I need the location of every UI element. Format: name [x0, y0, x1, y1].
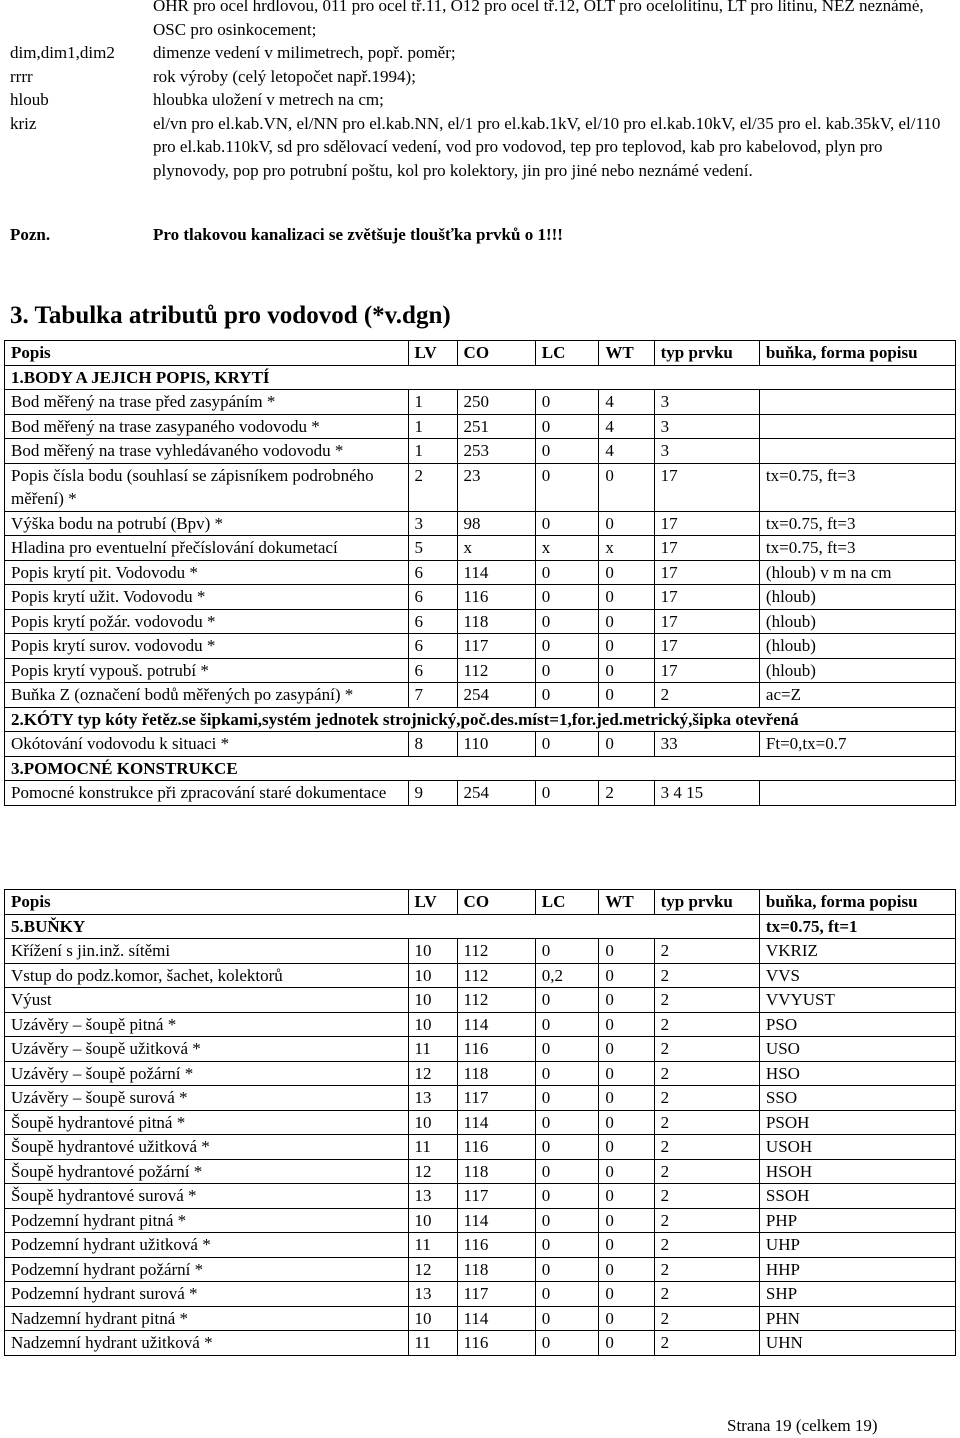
table-cell: 0	[535, 1282, 599, 1307]
table-cell: 3	[654, 414, 759, 439]
table-cell: 112	[457, 939, 535, 964]
table-cell: 10	[408, 939, 457, 964]
table-cell: 114	[457, 560, 535, 585]
table-cell: 114	[457, 1012, 535, 1037]
column-header: LV	[408, 341, 457, 366]
column-header: WT	[599, 890, 654, 915]
table-group-row	[5, 365, 956, 390]
table-cell: 6	[408, 609, 457, 634]
table-row	[5, 1012, 956, 1037]
table-cell	[759, 390, 955, 415]
table-row	[5, 390, 956, 415]
table-cell: Bod měřený na trase vyhledávaného vodovodu *	[5, 439, 409, 464]
column-header: typ prvku	[654, 341, 759, 366]
table-cell: 0	[535, 511, 599, 536]
table-cell: 2	[599, 781, 654, 806]
table-cell: 0	[599, 1208, 654, 1233]
table-cell: Ft=0,tx=0.7	[759, 732, 955, 757]
table-row	[5, 439, 956, 464]
table-cell: Šoupě hydrantové pitná *	[5, 1110, 409, 1135]
table-cell: 0	[535, 1208, 599, 1233]
table-cell: 0	[535, 585, 599, 610]
table-cell: 117	[457, 634, 535, 659]
note-text: Pro tlakovou kanalizaci se zvětšuje tloušťka prvků o 1!!!	[153, 225, 563, 244]
definition-value: hloubka uložení v metrech na cm;	[153, 90, 384, 109]
table-cell: Šoupě hydrantové užitková *	[5, 1135, 409, 1160]
table-cell: 0	[535, 1012, 599, 1037]
definitions-list	[0, 0, 960, 182]
column-header: CO	[457, 890, 535, 915]
table-cell: 254	[457, 683, 535, 708]
table-cell: Popis krytí užit. Vodovodu *	[5, 585, 409, 610]
table-cell: 112	[457, 963, 535, 988]
table-cell: 17	[654, 585, 759, 610]
table-cell: VVS	[759, 963, 955, 988]
table-cell: 6	[408, 585, 457, 610]
table-cell: 116	[457, 1135, 535, 1160]
note-key: Pozn.	[10, 225, 51, 244]
table-cell: x	[535, 536, 599, 561]
table-row	[5, 536, 956, 561]
table-cell: SSO	[759, 1086, 955, 1111]
group-label: 1.BODY A JEJICH POPIS, KRYTÍ	[5, 365, 956, 390]
table-row	[5, 1208, 956, 1233]
table-cell	[759, 439, 955, 464]
table-cell: 116	[457, 585, 535, 610]
table-cell: 11	[408, 1135, 457, 1160]
definition-key: hloub	[10, 90, 49, 109]
table-cell: Podzemní hydrant surová *	[5, 1282, 409, 1307]
table-cell: 0	[599, 1306, 654, 1331]
table-cell: Popis krytí pit. Vodovodu *	[5, 560, 409, 585]
table-cell: 10	[408, 963, 457, 988]
table-cell: 0	[535, 634, 599, 659]
table-cell: 3 4 15	[654, 781, 759, 806]
table-cell: 0	[535, 463, 599, 511]
table-cell: Výška bodu na potrubí (Bpv) *	[5, 511, 409, 536]
column-header: WT	[599, 341, 654, 366]
table-cell: 0	[535, 414, 599, 439]
table-row	[5, 1135, 956, 1160]
table-cell: 0	[535, 658, 599, 683]
table-row	[5, 683, 956, 708]
table-cell: 6	[408, 658, 457, 683]
table-cell: Popis krytí požár. vodovodu *	[5, 609, 409, 634]
table-cell: 0	[599, 560, 654, 585]
table-cell: Popis krytí surov. vodovodu *	[5, 634, 409, 659]
column-header: LC	[535, 890, 599, 915]
table-cell: 0	[599, 609, 654, 634]
table-row	[5, 732, 956, 757]
table-cell: 0	[535, 1331, 599, 1356]
table-cell: 0	[599, 1110, 654, 1135]
table-cell: 0	[599, 1037, 654, 1062]
table-cell: 2	[654, 1184, 759, 1209]
table-cell: Šoupě hydrantové požární *	[5, 1159, 409, 1184]
column-header: LC	[535, 341, 599, 366]
table-cell: 254	[457, 781, 535, 806]
table-cell: 33	[654, 732, 759, 757]
definition-value: dimenze vedení v milimetrech, popř. poměr;	[153, 43, 456, 62]
table-cell: 2	[654, 1061, 759, 1086]
column-header: buňka, forma popisu	[759, 341, 955, 366]
table-cell: 4	[599, 439, 654, 464]
table-cell	[759, 781, 955, 806]
table-cell: 0	[599, 1282, 654, 1307]
table-cell: Vstup do podz.komor, šachet, kolektorů	[5, 963, 409, 988]
table-row	[5, 463, 956, 511]
table-cell: 10	[408, 1110, 457, 1135]
table-cell: 17	[654, 536, 759, 561]
table-cell: 17	[654, 634, 759, 659]
table-cell: Uzávěry – šoupě surová *	[5, 1086, 409, 1111]
column-header: LV	[408, 890, 457, 915]
table-cell: Hladina pro eventuelní přečíslování dokumetací	[5, 536, 409, 561]
table-cell: 4	[599, 414, 654, 439]
table-cell: Buňka Z (označení bodů měřených po zasypání) *	[5, 683, 409, 708]
table-cell: 23	[457, 463, 535, 511]
table-cell: 0	[535, 1184, 599, 1209]
table-cell: 17	[654, 658, 759, 683]
table-cell: 0	[599, 1135, 654, 1160]
table-cell: 1	[408, 414, 457, 439]
table-cell: 17	[654, 463, 759, 511]
table-cell: Uzávěry – šoupě pitná *	[5, 1012, 409, 1037]
table-cell: 0	[535, 732, 599, 757]
table-cell: 9	[408, 781, 457, 806]
table-row	[5, 1331, 956, 1356]
column-header: Popis	[5, 890, 409, 915]
table-cell: 0	[599, 1233, 654, 1258]
table-cell: 2	[654, 1306, 759, 1331]
table-cell: 0	[599, 1159, 654, 1184]
table-row	[5, 1306, 956, 1331]
table-cell: (hloub)	[759, 658, 955, 683]
table-cell: Popis čísla bodu (souhlasí se zápisníkem podrobného měření) *	[5, 463, 409, 511]
table-cell: 2	[654, 1110, 759, 1135]
table-cell: 2	[654, 1233, 759, 1258]
table-cell: PSOH	[759, 1110, 955, 1135]
table-row	[5, 658, 956, 683]
table-cell: 118	[457, 1257, 535, 1282]
attribute-table-1	[4, 340, 956, 806]
table-cell: UHN	[759, 1331, 955, 1356]
definition-item	[0, 41, 960, 65]
table-cell: VVYUST	[759, 988, 955, 1013]
table-row	[5, 939, 956, 964]
table-cell: 117	[457, 1184, 535, 1209]
table-cell: Podzemní hydrant pitná *	[5, 1208, 409, 1233]
table-cell: Výust	[5, 988, 409, 1013]
table-cell: HHP	[759, 1257, 955, 1282]
table-row	[5, 963, 956, 988]
table-group-row	[5, 914, 956, 939]
table-cell: 0	[599, 511, 654, 536]
table-cell: 2	[654, 1282, 759, 1307]
table-cell: 11	[408, 1037, 457, 1062]
table-cell: 4	[599, 390, 654, 415]
table-cell: 3	[654, 439, 759, 464]
table-cell: 0	[535, 781, 599, 806]
table-cell: 10	[408, 1208, 457, 1233]
table-cell: 2	[654, 1037, 759, 1062]
table-cell: 0	[535, 439, 599, 464]
table-cell: 1	[408, 390, 457, 415]
definition-value: OHR pro ocel hrdlovou, 011 pro ocel tř.11, O12 pro ocel tř.12, OLT pro ocelolitinu, LT pro litinu, NEZ neznámé, OSC pro osinkocement;	[153, 0, 924, 39]
table-cell: tx=0.75, ft=3	[759, 536, 955, 561]
definition-item	[0, 0, 960, 41]
table-cell: x	[457, 536, 535, 561]
table-cell: 0	[535, 609, 599, 634]
table-cell: 3	[408, 511, 457, 536]
table-cell: 6	[408, 560, 457, 585]
table-cell: 0	[535, 1159, 599, 1184]
table-cell: Nadzemní hydrant užitková *	[5, 1331, 409, 1356]
table-row	[5, 414, 956, 439]
table-cell: 0	[535, 1110, 599, 1135]
column-header: Popis	[5, 341, 409, 366]
table-cell: 110	[457, 732, 535, 757]
table-cell: Uzávěry – šoupě požární *	[5, 1061, 409, 1086]
table-row	[5, 1233, 956, 1258]
table-header-row	[5, 341, 956, 366]
table-cell: 8	[408, 732, 457, 757]
table-cell: PHN	[759, 1306, 955, 1331]
table-cell: 2	[654, 1086, 759, 1111]
table-cell: Okótování vodovodu k situaci *	[5, 732, 409, 757]
table-cell: 2	[654, 1159, 759, 1184]
table-row	[5, 1282, 956, 1307]
table-cell: 0	[535, 988, 599, 1013]
table-cell: PSO	[759, 1012, 955, 1037]
column-header: buňka, forma popisu	[759, 890, 955, 915]
table-cell: Popis krytí vypouš. potrubí *	[5, 658, 409, 683]
table-cell: 114	[457, 1110, 535, 1135]
table-cell: 10	[408, 988, 457, 1013]
table-cell: 0	[599, 463, 654, 511]
table-cell: (hloub)	[759, 609, 955, 634]
table-row	[5, 1061, 956, 1086]
table-cell: tx=0.75, ft=3	[759, 511, 955, 536]
table-cell: 0	[535, 560, 599, 585]
table-cell: 114	[457, 1306, 535, 1331]
table-cell: Bod měřený na trase zasypaného vodovodu *	[5, 414, 409, 439]
table-cell: 5	[408, 536, 457, 561]
table-cell: 2	[654, 1012, 759, 1037]
table-cell: 117	[457, 1282, 535, 1307]
table-cell: 0	[599, 1012, 654, 1037]
table-cell: 2	[654, 1135, 759, 1160]
page-footer: Strana 19 (celkem 19)	[727, 1416, 878, 1435]
table-cell: 2	[654, 1208, 759, 1233]
definition-key: dim,dim1,dim2	[10, 43, 115, 62]
table-cell: 0	[535, 390, 599, 415]
column-header: typ prvku	[654, 890, 759, 915]
table-cell: 253	[457, 439, 535, 464]
table-cell: Bod měřený na trase před zasypáním *	[5, 390, 409, 415]
table-cell: 118	[457, 609, 535, 634]
table-cell: 12	[408, 1257, 457, 1282]
table-cell: 0	[535, 1061, 599, 1086]
table-cell: 17	[654, 560, 759, 585]
table-header-row	[5, 890, 956, 915]
table-cell: 10	[408, 1306, 457, 1331]
table-cell: 12	[408, 1061, 457, 1086]
table-cell: Křížení s jin.inž. sítěmi	[5, 939, 409, 964]
table-cell: 2	[654, 988, 759, 1013]
table-cell: 17	[654, 609, 759, 634]
table-cell: 2	[654, 939, 759, 964]
table-cell: 11	[408, 1233, 457, 1258]
table-cell: 17	[654, 511, 759, 536]
table-cell: 0	[535, 683, 599, 708]
table-cell: 0	[599, 963, 654, 988]
table-cell: 1	[408, 439, 457, 464]
table-cell: (hloub)	[759, 585, 955, 610]
table-cell: 118	[457, 1061, 535, 1086]
table-cell: x	[599, 536, 654, 561]
table-cell: 0	[535, 1086, 599, 1111]
table-cell	[759, 414, 955, 439]
table-cell: 112	[457, 988, 535, 1013]
table-cell: Šoupě hydrantové surová *	[5, 1184, 409, 1209]
table-cell: Uzávěry – šoupě užitková *	[5, 1037, 409, 1062]
table-cell: 116	[457, 1233, 535, 1258]
table-cell: 0	[599, 683, 654, 708]
table-cell: 116	[457, 1331, 535, 1356]
definition-key: kriz	[10, 113, 37, 133]
definition-value: el/vn pro el.kab.VN, el/NN pro el.kab.NN, el/1 pro el.kab.1kV, el/10 pro el.kab.10kV, el/35 pro el. kab.35kV, el/110 pro el.kab.110kV, sd pro sdělovací vedení, vod pro vodovod, tep pro teplovod, kab pro kabelovod, plyn pro plynovody, pop pro potrubní poštu, kol pro kolektory, jin pro jiné nebo neznámé vedení.	[153, 113, 941, 180]
table-cell: 0	[535, 1306, 599, 1331]
table-group-row	[5, 707, 956, 732]
table-cell: 251	[457, 414, 535, 439]
table-cell: 116	[457, 1037, 535, 1062]
table-cell: 13	[408, 1282, 457, 1307]
definition-item	[0, 65, 960, 89]
definition-item	[0, 112, 960, 183]
group-label: 3.POMOCNÉ KONSTRUKCE	[5, 756, 956, 781]
attribute-table-2	[4, 889, 956, 1356]
table-cell: 112	[457, 658, 535, 683]
table-cell: 0	[535, 1135, 599, 1160]
definition-value: rok výroby (celý letopočet např.1994);	[153, 66, 416, 86]
table-cell: USO	[759, 1037, 955, 1062]
section-title: 3. Tabulka atributů pro vodovod (*v.dgn)	[10, 302, 451, 329]
table-row	[5, 511, 956, 536]
table-cell: 117	[457, 1086, 535, 1111]
definition-key: rrrr	[10, 66, 33, 86]
table-cell: 10	[408, 1012, 457, 1037]
table-cell: 2	[654, 1257, 759, 1282]
table-row	[5, 634, 956, 659]
table-row	[5, 585, 956, 610]
table-cell: USOH	[759, 1135, 955, 1160]
table-cell: VKRIZ	[759, 939, 955, 964]
table-cell: ac=Z	[759, 683, 955, 708]
table-cell: 0	[599, 634, 654, 659]
table-cell: Pomocné konstrukce při zpracování staré dokumentace	[5, 781, 409, 806]
column-header: CO	[457, 341, 535, 366]
table-cell: 0	[599, 988, 654, 1013]
table-cell: 0	[599, 585, 654, 610]
table-row	[5, 560, 956, 585]
table-cell: (hloub)	[759, 634, 955, 659]
table-cell: 0	[599, 1061, 654, 1086]
table-row	[5, 1037, 956, 1062]
table-cell: SSOH	[759, 1184, 955, 1209]
table-row	[5, 609, 956, 634]
table-row	[5, 1257, 956, 1282]
table-row	[5, 1184, 956, 1209]
table-group-row	[5, 756, 956, 781]
table-row	[5, 1159, 956, 1184]
table-cell: 0	[535, 1257, 599, 1282]
table-cell: 13	[408, 1086, 457, 1111]
table-cell: 7	[408, 683, 457, 708]
table-cell: SHP	[759, 1282, 955, 1307]
table-cell: UHP	[759, 1233, 955, 1258]
table-cell: 0	[599, 658, 654, 683]
table-cell: 0	[599, 1184, 654, 1209]
table-cell: 98	[457, 511, 535, 536]
group-label: 5.BUŇKY	[5, 914, 760, 939]
table-cell: (hloub) v m na cm	[759, 560, 955, 585]
table-cell: PHP	[759, 1208, 955, 1233]
table-cell: 0	[535, 1037, 599, 1062]
table-cell: 0	[599, 1257, 654, 1282]
table-cell: 3	[654, 390, 759, 415]
table-cell: Podzemní hydrant požární *	[5, 1257, 409, 1282]
table-cell: 12	[408, 1159, 457, 1184]
table-cell: Podzemní hydrant užitková *	[5, 1233, 409, 1258]
table-cell: 0	[599, 1086, 654, 1111]
table-cell: 0,2	[535, 963, 599, 988]
table-cell: 6	[408, 634, 457, 659]
table-cell: Nadzemní hydrant pitná *	[5, 1306, 409, 1331]
definition-item	[0, 88, 960, 112]
table-cell: 2	[654, 963, 759, 988]
table-cell: 118	[457, 1159, 535, 1184]
table-cell: 0	[535, 939, 599, 964]
group-label: 2.KÓTY typ kóty řetěz.se šipkami,systém jednotek strojnický,poč.des.míst=1,for.jed.metrický,šipka otevřená	[5, 707, 956, 732]
table-row	[5, 1086, 956, 1111]
table-cell: 11	[408, 1331, 457, 1356]
table-cell: 2	[408, 463, 457, 511]
table-cell: tx=0.75, ft=3	[759, 463, 955, 511]
table-cell: 13	[408, 1184, 457, 1209]
table-cell: 114	[457, 1208, 535, 1233]
table-row	[5, 1110, 956, 1135]
table-cell: 0	[599, 939, 654, 964]
table-cell: 250	[457, 390, 535, 415]
table-cell: 0	[599, 732, 654, 757]
table-cell: 0	[599, 1331, 654, 1356]
table-row	[5, 988, 956, 1013]
table-cell: HSO	[759, 1061, 955, 1086]
table-cell: 2	[654, 1331, 759, 1356]
group-format: tx=0.75, ft=1	[759, 914, 955, 939]
table-row	[5, 781, 956, 806]
table-cell: 2	[654, 683, 759, 708]
table-cell: 0	[535, 1233, 599, 1258]
table-cell: HSOH	[759, 1159, 955, 1184]
